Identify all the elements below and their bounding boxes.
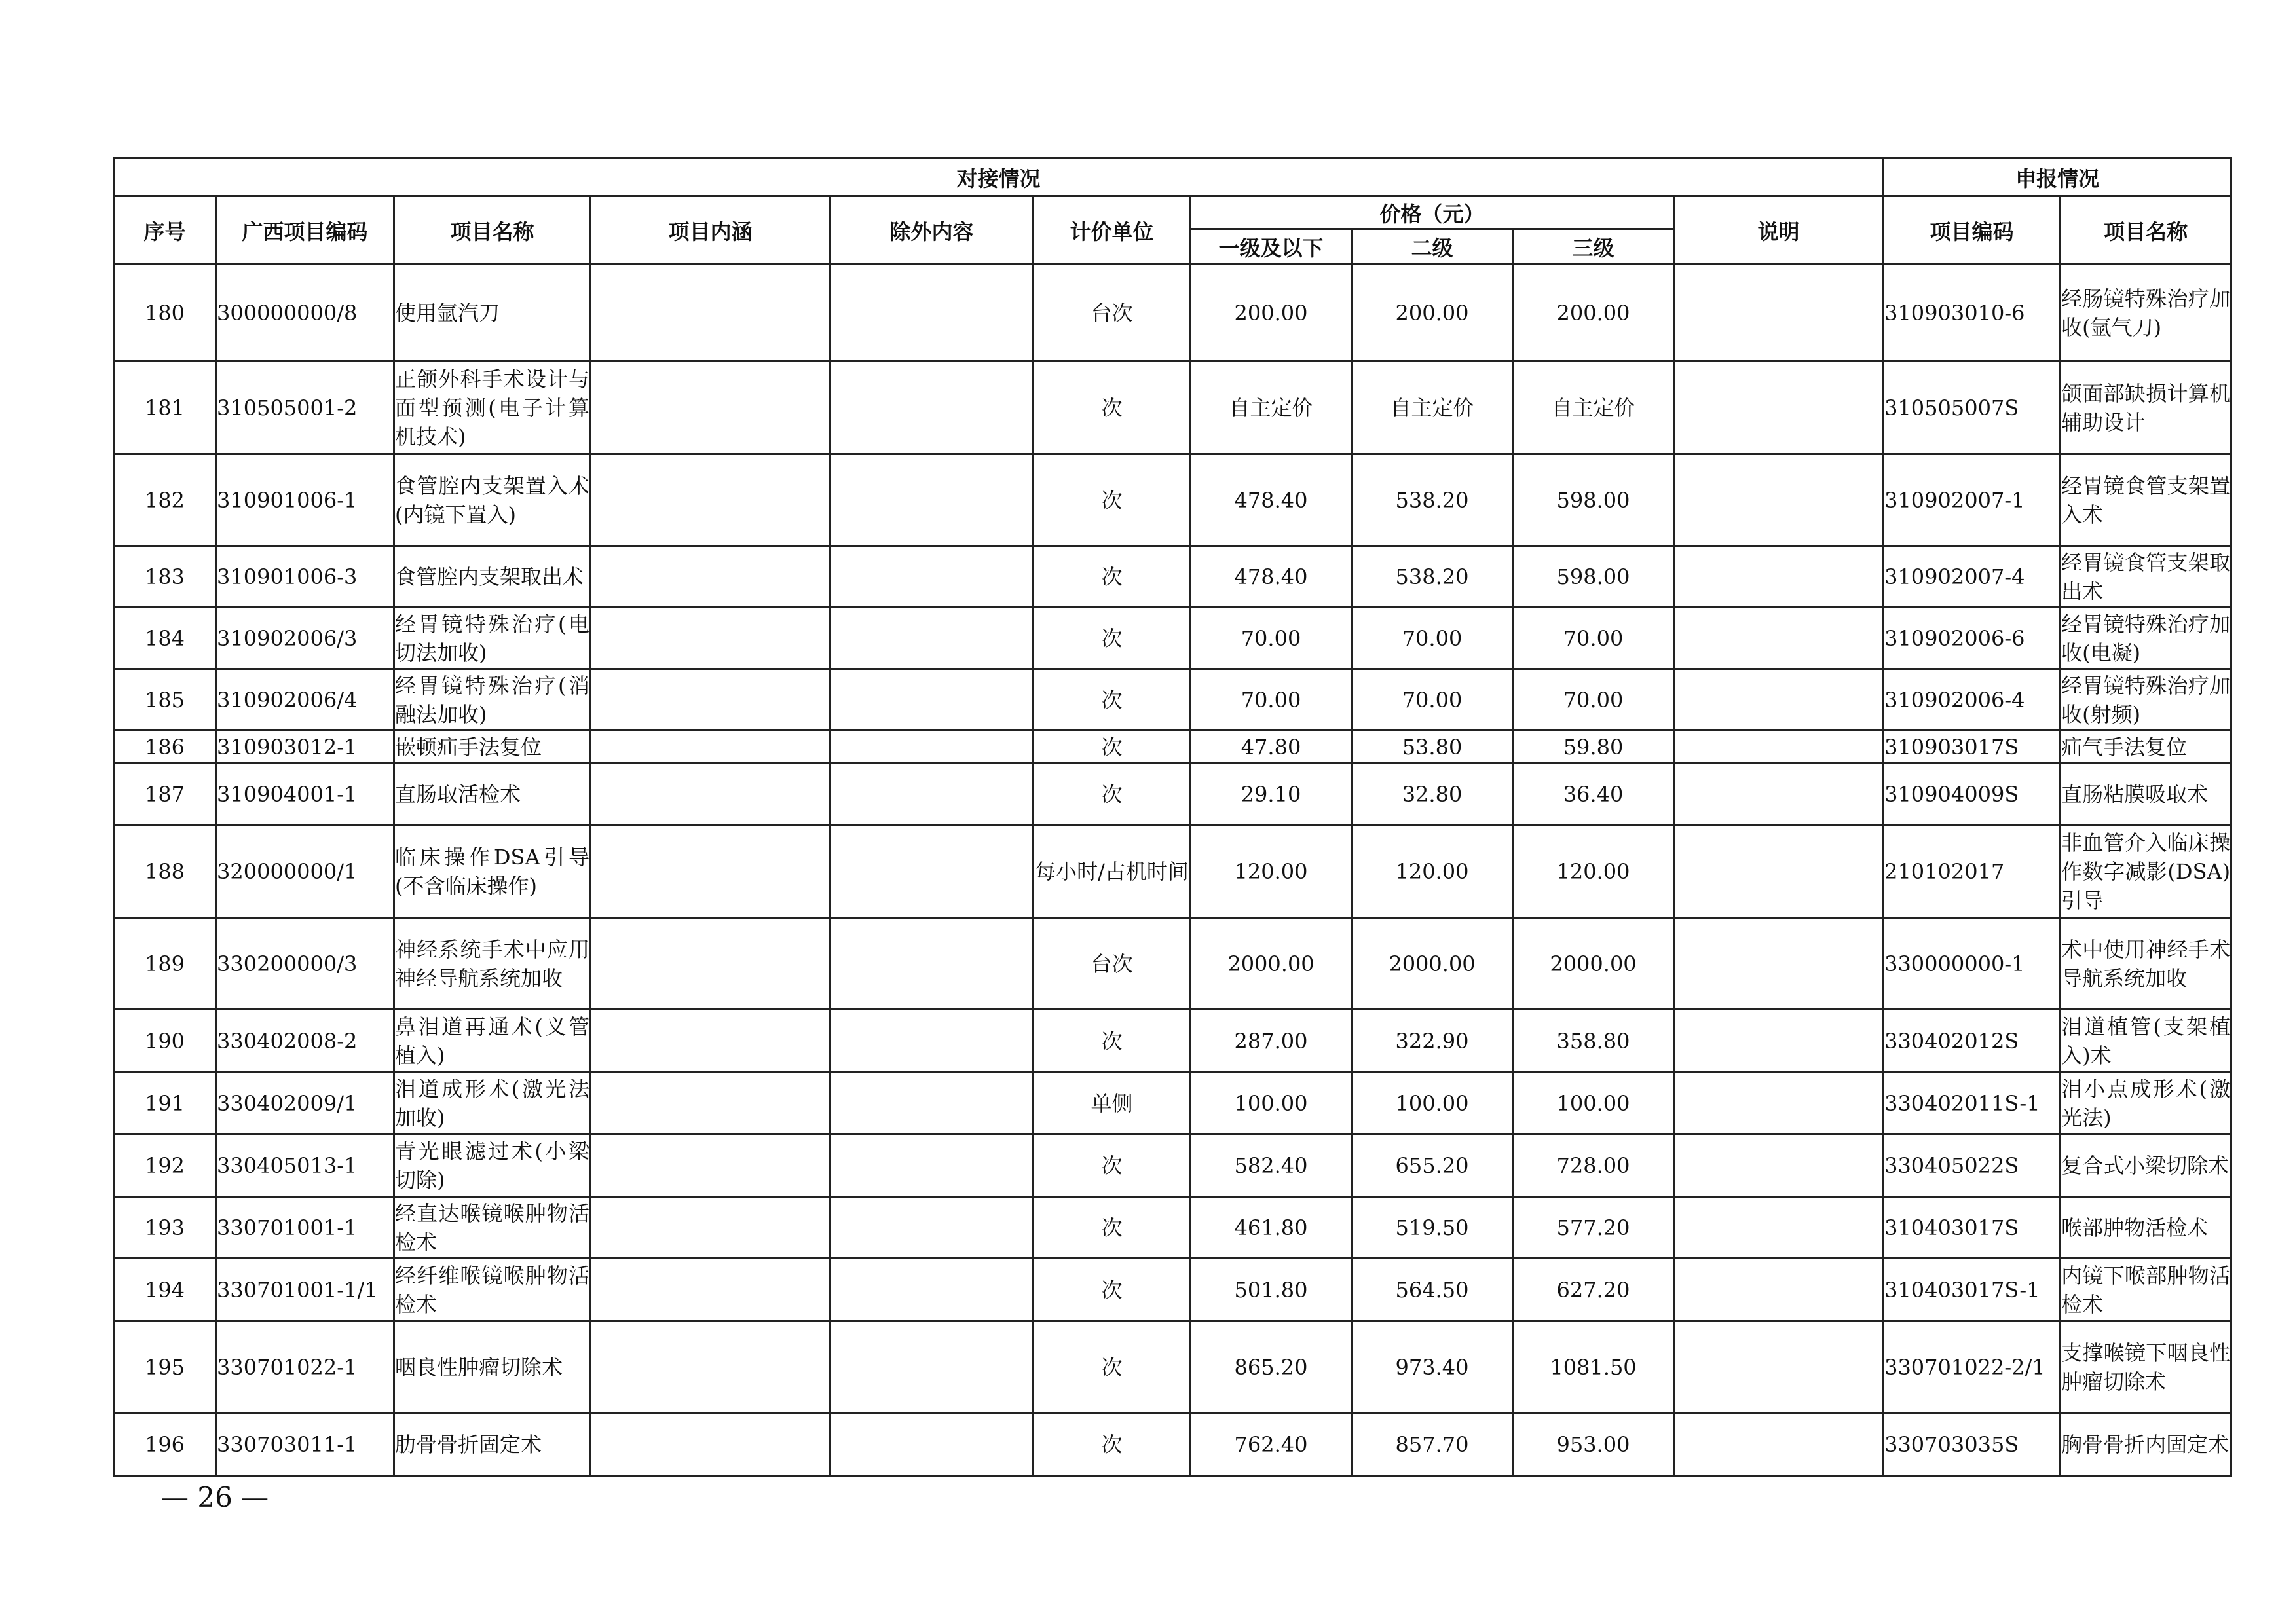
cell-price-level3: 598.00 — [1513, 546, 1674, 608]
cell-seq: 192 — [114, 1134, 216, 1197]
cell-price-level3: 627.20 — [1513, 1259, 1674, 1321]
cell-decl-code: 210102017 — [1884, 825, 2061, 918]
cell-code: 310903012-1 — [216, 731, 394, 764]
cell-unit: 台次 — [1034, 265, 1191, 361]
cell-price-level2: 322.90 — [1352, 1010, 1513, 1073]
cell-price-level2: 564.50 — [1352, 1259, 1513, 1321]
cell-name: 使用氩汽刀 — [394, 265, 591, 361]
cell-note — [1674, 1321, 1884, 1413]
cell-note — [1674, 764, 1884, 825]
col-header-decl-name: 项目名称 — [2061, 196, 2231, 265]
cell-decl-code: 330402012S — [1884, 1010, 2061, 1073]
cell-unit: 次 — [1034, 361, 1191, 454]
cell-note — [1674, 825, 1884, 918]
cell-decl-code: 310505007S — [1884, 361, 2061, 454]
cell-code: 330701022-1 — [216, 1321, 394, 1413]
cell-price-level1: 120.00 — [1191, 825, 1352, 918]
cell-unit: 次 — [1034, 1259, 1191, 1321]
cell-price-level1: 100.00 — [1191, 1073, 1352, 1134]
cell-content — [591, 1413, 830, 1476]
cell-price-level3: 1081.50 — [1513, 1321, 1674, 1413]
cell-price-level1: 762.40 — [1191, 1413, 1352, 1476]
cell-note — [1674, 669, 1884, 731]
table-row — [114, 764, 2231, 825]
col-header-price-level1: 一级及以下 — [1191, 229, 1352, 265]
table-row — [114, 1134, 2231, 1197]
col-header-name: 项目名称 — [394, 196, 591, 265]
cell-note — [1674, 608, 1884, 669]
cell-decl-name: 经胃镜特殊治疗加收(射频) — [2061, 669, 2231, 731]
cell-seq: 181 — [114, 361, 216, 454]
cell-name: 经胃镜特殊治疗(消融法加收) — [394, 669, 591, 731]
cell-decl-name: 经胃镜特殊治疗加收(电凝) — [2061, 608, 2231, 669]
cell-price-level2: 973.40 — [1352, 1321, 1513, 1413]
cell-price-level3: 2000.00 — [1513, 918, 1674, 1010]
cell-price-level3: 598.00 — [1513, 454, 1674, 546]
cell-note — [1674, 361, 1884, 454]
cell-code: 310901006-3 — [216, 546, 394, 608]
cell-note — [1674, 265, 1884, 361]
cell-except — [830, 764, 1034, 825]
cell-unit: 每小时/占机时间 — [1034, 825, 1191, 918]
cell-price-level3: 70.00 — [1513, 608, 1674, 669]
cell-price-level2: 2000.00 — [1352, 918, 1513, 1010]
table-row — [114, 265, 2231, 361]
cell-seq: 182 — [114, 454, 216, 546]
cell-seq: 193 — [114, 1197, 216, 1259]
cell-content — [591, 918, 830, 1010]
cell-decl-name: 复合式小梁切除术 — [2061, 1134, 2231, 1197]
col-header-unit: 计价单位 — [1034, 196, 1191, 265]
cell-content — [591, 546, 830, 608]
cell-note — [1674, 546, 1884, 608]
cell-decl-code: 310902007-1 — [1884, 454, 2061, 546]
col-header-price-level2: 二级 — [1352, 229, 1513, 265]
cell-name: 经纤维喉镜喉肿物活检术 — [394, 1259, 591, 1321]
cell-decl-name: 经肠镜特殊治疗加收(氩气刀) — [2061, 265, 2231, 361]
cell-name: 临床操作DSA引导(不含临床操作) — [394, 825, 591, 918]
cell-content — [591, 1073, 830, 1134]
table-row — [114, 1073, 2231, 1134]
cell-note — [1674, 1197, 1884, 1259]
table-row — [114, 1413, 2231, 1476]
cell-price-level1: 582.40 — [1191, 1134, 1352, 1197]
cell-note — [1674, 454, 1884, 546]
cell-unit: 次 — [1034, 454, 1191, 546]
cell-unit: 次 — [1034, 1197, 1191, 1259]
cell-except — [830, 608, 1034, 669]
cell-price-level1: 200.00 — [1191, 265, 1352, 361]
cell-price-level3: 59.80 — [1513, 731, 1674, 764]
cell-unit: 单侧 — [1034, 1073, 1191, 1134]
cell-code: 330701001-1 — [216, 1197, 394, 1259]
cell-except — [830, 1073, 1034, 1134]
col-header-code: 广西项目编码 — [216, 196, 394, 265]
cell-content — [591, 764, 830, 825]
cell-name: 食管腔内支架取出术 — [394, 546, 591, 608]
cell-except — [830, 1259, 1034, 1321]
cell-seq: 189 — [114, 918, 216, 1010]
cell-code: 310901006-1 — [216, 454, 394, 546]
cell-except — [830, 731, 1034, 764]
cell-decl-name: 术中使用神经手术导航系统加收 — [2061, 918, 2231, 1010]
col-header-except: 除外内容 — [830, 196, 1034, 265]
table-row — [114, 669, 2231, 731]
cell-price-level1: 2000.00 — [1191, 918, 1352, 1010]
cell-unit: 次 — [1034, 669, 1191, 731]
cell-decl-name: 泪道植管(支架植入)术 — [2061, 1010, 2231, 1073]
cell-content — [591, 1259, 830, 1321]
cell-price-level3: 自主定价 — [1513, 361, 1674, 454]
cell-except — [830, 1134, 1034, 1197]
table-row — [114, 825, 2231, 918]
cell-seq: 184 — [114, 608, 216, 669]
cell-price-level1: 478.40 — [1191, 454, 1352, 546]
cell-price-level3: 728.00 — [1513, 1134, 1674, 1197]
cell-except — [830, 454, 1034, 546]
col-header-note: 说明 — [1674, 196, 1884, 265]
col-header-price-level3: 三级 — [1513, 229, 1674, 265]
cell-name: 经直达喉镜喉肿物活检术 — [394, 1197, 591, 1259]
cell-decl-name: 直肠粘膜吸取术 — [2061, 764, 2231, 825]
cell-code: 330701001-1/1 — [216, 1259, 394, 1321]
cell-decl-code: 330703035S — [1884, 1413, 2061, 1476]
table-row — [114, 361, 2231, 454]
cell-price-level1: 461.80 — [1191, 1197, 1352, 1259]
cell-decl-code: 310903017S — [1884, 731, 2061, 764]
cell-seq: 188 — [114, 825, 216, 918]
col-header-decl-code: 项目编码 — [1884, 196, 2061, 265]
cell-price-level3: 120.00 — [1513, 825, 1674, 918]
cell-decl-code: 310902006-4 — [1884, 669, 2061, 731]
cell-name: 正颌外科手术设计与面型预测(电子计算机技术) — [394, 361, 591, 454]
cell-seq: 185 — [114, 669, 216, 731]
cell-name: 咽良性肿瘤切除术 — [394, 1321, 591, 1413]
cell-price-level3: 100.00 — [1513, 1073, 1674, 1134]
cell-unit: 次 — [1034, 546, 1191, 608]
cell-unit: 次 — [1034, 1321, 1191, 1413]
cell-price-level3: 70.00 — [1513, 669, 1674, 731]
cell-price-level2: 自主定价 — [1352, 361, 1513, 454]
cell-price-level2: 70.00 — [1352, 608, 1513, 669]
col-header-seq: 序号 — [114, 196, 216, 265]
cell-code: 330402009/1 — [216, 1073, 394, 1134]
cell-price-level3: 953.00 — [1513, 1413, 1674, 1476]
cell-code: 320000000/1 — [216, 825, 394, 918]
cell-price-level2: 200.00 — [1352, 265, 1513, 361]
cell-except — [830, 1010, 1034, 1073]
cell-decl-name: 胸骨骨折内固定术 — [2061, 1413, 2231, 1476]
cell-content — [591, 669, 830, 731]
table-row — [114, 1321, 2231, 1413]
cell-decl-name: 经胃镜食管支架置入术 — [2061, 454, 2231, 546]
table-row — [114, 608, 2231, 669]
cell-price-level1: 865.20 — [1191, 1321, 1352, 1413]
cell-content — [591, 825, 830, 918]
cell-decl-code: 310902007-4 — [1884, 546, 2061, 608]
cell-price-level2: 538.20 — [1352, 546, 1513, 608]
cell-price-level1: 287.00 — [1191, 1010, 1352, 1073]
cell-except — [830, 1413, 1034, 1476]
cell-decl-name: 疝气手法复位 — [2061, 731, 2231, 764]
cell-name: 直肠取活检术 — [394, 764, 591, 825]
cell-name: 神经系统手术中应用神经导航系统加收 — [394, 918, 591, 1010]
cell-price-level2: 120.00 — [1352, 825, 1513, 918]
col-header-price: 价格（元） — [1191, 196, 1674, 229]
cell-seq: 191 — [114, 1073, 216, 1134]
cell-content — [591, 608, 830, 669]
cell-decl-code: 310902006-6 — [1884, 608, 2061, 669]
cell-content — [591, 1134, 830, 1197]
pricing-table — [113, 157, 2232, 1477]
cell-name: 食管腔内支架置入术(内镜下置入) — [394, 454, 591, 546]
cell-decl-code: 330701022-2/1 — [1884, 1321, 2061, 1413]
cell-unit: 次 — [1034, 731, 1191, 764]
cell-decl-name: 非血管介入临床操作数字减影(DSA)引导 — [2061, 825, 2231, 918]
header-group-declared: 申报情况 — [1884, 158, 2231, 196]
cell-code: 330703011-1 — [216, 1413, 394, 1476]
cell-price-level1: 自主定价 — [1191, 361, 1352, 454]
cell-decl-code: 310903010-6 — [1884, 265, 2061, 361]
cell-price-level2: 538.20 — [1352, 454, 1513, 546]
cell-price-level1: 478.40 — [1191, 546, 1352, 608]
cell-except — [830, 1197, 1034, 1259]
cell-code: 310904001-1 — [216, 764, 394, 825]
cell-content — [591, 1010, 830, 1073]
cell-code: 310505001-2 — [216, 361, 394, 454]
cell-note — [1674, 1073, 1884, 1134]
cell-note — [1674, 918, 1884, 1010]
cell-price-level3: 577.20 — [1513, 1197, 1674, 1259]
cell-seq: 196 — [114, 1413, 216, 1476]
cell-unit: 次 — [1034, 1134, 1191, 1197]
cell-decl-code: 310403017S-1 — [1884, 1259, 2061, 1321]
cell-seq: 183 — [114, 546, 216, 608]
cell-decl-name: 经胃镜食管支架取出术 — [2061, 546, 2231, 608]
cell-except — [830, 1321, 1034, 1413]
table-row — [114, 731, 2231, 764]
cell-price-level1: 70.00 — [1191, 608, 1352, 669]
cell-decl-name: 颌面部缺损计算机辅助设计 — [2061, 361, 2231, 454]
cell-decl-code: 330000000-1 — [1884, 918, 2061, 1010]
cell-name: 鼻泪道再通术(义管植入) — [394, 1010, 591, 1073]
cell-decl-code: 310403017S — [1884, 1197, 2061, 1259]
cell-note — [1674, 1010, 1884, 1073]
cell-code: 310902006/3 — [216, 608, 394, 669]
cell-name: 泪道成形术(激光法加收) — [394, 1073, 591, 1134]
cell-name: 肋骨骨折固定术 — [394, 1413, 591, 1476]
cell-price-level2: 53.80 — [1352, 731, 1513, 764]
cell-note — [1674, 1413, 1884, 1476]
table-row — [114, 1010, 2231, 1073]
table-header — [114, 158, 2231, 265]
cell-price-level2: 32.80 — [1352, 764, 1513, 825]
cell-except — [830, 669, 1034, 731]
page-number: — 26 — — [161, 1481, 269, 1513]
cell-content — [591, 454, 830, 546]
cell-seq: 186 — [114, 731, 216, 764]
cell-note — [1674, 1259, 1884, 1321]
cell-note — [1674, 731, 1884, 764]
cell-unit: 次 — [1034, 608, 1191, 669]
cell-except — [830, 546, 1034, 608]
cell-seq: 180 — [114, 265, 216, 361]
cell-price-level2: 655.20 — [1352, 1134, 1513, 1197]
cell-unit: 次 — [1034, 1010, 1191, 1073]
cell-price-level1: 70.00 — [1191, 669, 1352, 731]
cell-decl-code: 330402011S-1 — [1884, 1073, 2061, 1134]
table-row — [114, 546, 2231, 608]
cell-content — [591, 1321, 830, 1413]
cell-except — [830, 918, 1034, 1010]
cell-seq: 187 — [114, 764, 216, 825]
cell-price-level1: 501.80 — [1191, 1259, 1352, 1321]
cell-content — [591, 731, 830, 764]
cell-content — [591, 361, 830, 454]
cell-decl-code: 310904009S — [1884, 764, 2061, 825]
cell-decl-name: 支撑喉镜下咽良性肿瘤切除术 — [2061, 1321, 2231, 1413]
cell-decl-name: 喉部肿物活检术 — [2061, 1197, 2231, 1259]
cell-seq: 194 — [114, 1259, 216, 1321]
cell-code: 330405013-1 — [216, 1134, 394, 1197]
table-row — [114, 918, 2231, 1010]
cell-code: 310902006/4 — [216, 669, 394, 731]
cell-code: 300000000/8 — [216, 265, 394, 361]
cell-decl-name: 泪小点成形术(激光法) — [2061, 1073, 2231, 1134]
cell-unit: 次 — [1034, 1413, 1191, 1476]
cell-price-level3: 358.80 — [1513, 1010, 1674, 1073]
cell-seq: 190 — [114, 1010, 216, 1073]
cell-seq: 195 — [114, 1321, 216, 1413]
cell-name: 嵌顿疝手法复位 — [394, 731, 591, 764]
cell-price-level3: 200.00 — [1513, 265, 1674, 361]
cell-name: 经胃镜特殊治疗(电切法加收) — [394, 608, 591, 669]
cell-price-level2: 519.50 — [1352, 1197, 1513, 1259]
cell-price-level2: 100.00 — [1352, 1073, 1513, 1134]
cell-decl-code: 330405022S — [1884, 1134, 2061, 1197]
cell-name: 青光眼滤过术(小梁切除) — [394, 1134, 591, 1197]
cell-decl-name: 内镜下喉部肿物活检术 — [2061, 1259, 2231, 1321]
cell-unit: 台次 — [1034, 918, 1191, 1010]
cell-price-level1: 47.80 — [1191, 731, 1352, 764]
cell-content — [591, 1197, 830, 1259]
cell-price-level3: 36.40 — [1513, 764, 1674, 825]
cell-code: 330200000/3 — [216, 918, 394, 1010]
cell-code: 330402008-2 — [216, 1010, 394, 1073]
cell-price-level2: 70.00 — [1352, 669, 1513, 731]
cell-except — [830, 265, 1034, 361]
cell-price-level2: 857.70 — [1352, 1413, 1513, 1476]
col-header-content: 项目内涵 — [591, 196, 830, 265]
cell-price-level1: 29.10 — [1191, 764, 1352, 825]
header-group-docking: 对接情况 — [114, 158, 1884, 196]
table-row — [114, 454, 2231, 546]
table-row — [114, 1197, 2231, 1259]
cell-note — [1674, 1134, 1884, 1197]
cell-unit: 次 — [1034, 764, 1191, 825]
cell-except — [830, 361, 1034, 454]
cell-content — [591, 265, 830, 361]
cell-except — [830, 825, 1034, 918]
table-row — [114, 1259, 2231, 1321]
